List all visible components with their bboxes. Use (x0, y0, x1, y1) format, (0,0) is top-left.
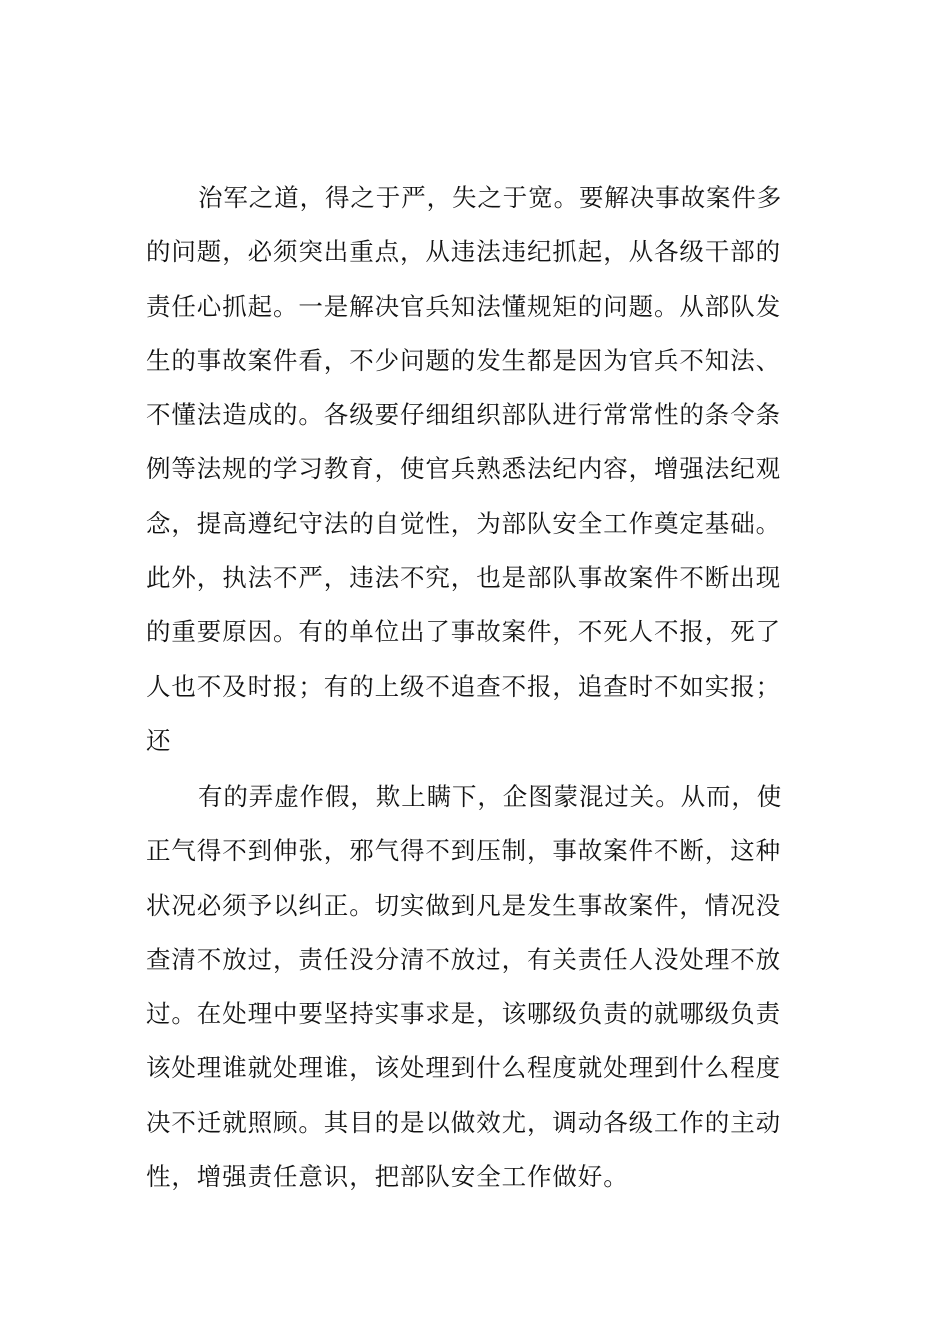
paragraph-line: 不懂法造成的。各级要仔细组织部队进行常常性的条令条 (146, 400, 781, 430)
paragraph-line: 过。在处理中要坚持实事求是，该哪级负责的就哪级负责 (146, 999, 781, 1029)
paragraph-line: 的重要原因。有的单位出了事故案件，不死人不报，死了 (146, 617, 781, 647)
paragraph-1 (146, 171, 808, 768)
paragraph-line: 有的弄虚作假，欺上瞒下，企图蒙混过关。从而，使 (198, 782, 783, 811)
paragraph-line: 正气得不到伸张，邪气得不到压制，事故案件不断，这种 (146, 836, 781, 866)
paragraph-line: 人也不及时报；有的上级不追查不报，追查时不如实报； (146, 671, 781, 701)
paragraph-line: 的问题，必须突出重点，从违法违纪抓起，从各级干部的 (146, 237, 781, 267)
paragraph-line: 责任心抓起。一是解决官兵知法懂规矩的问题。从部队发 (146, 291, 781, 321)
paragraph-line: 查清不放过，责任没分清不放过，有关责任人没处理不放 (146, 944, 781, 974)
paragraph-line: 治军之道，得之于严，失之于宽。要解决事故案件多 (198, 183, 783, 212)
paragraph-line: 状况必须予以纠正。切实做到凡是发生事故案件，情况没 (146, 890, 781, 920)
paragraph-line: 生的事故案件看，不少问题的发生都是因为官兵不知法、 (146, 345, 781, 375)
paragraph-line: 例等法规的学习教育，使官兵熟悉法纪内容，增强法纪观 (146, 454, 781, 484)
paragraph-line: 性，增强责任意识，把部队安全工作做好。 (146, 1162, 629, 1192)
paragraph-line: 念，提高遵纪守法的自觉性，为部队安全工作奠定基础。 (146, 508, 781, 538)
paragraph-line: 还 (146, 725, 172, 755)
paragraph-line: 决不迁就照顾。其目的是以做效尤，调动各级工作的主动 (146, 1107, 781, 1137)
paragraph-line: 此外，执法不严，违法不究，也是部队事故案件不断出现 (146, 563, 781, 593)
paragraph-2 (146, 770, 808, 1204)
paragraph-line: 该处理谁就处理谁，该处理到什么程度就处理到什么程度 (146, 1053, 781, 1083)
